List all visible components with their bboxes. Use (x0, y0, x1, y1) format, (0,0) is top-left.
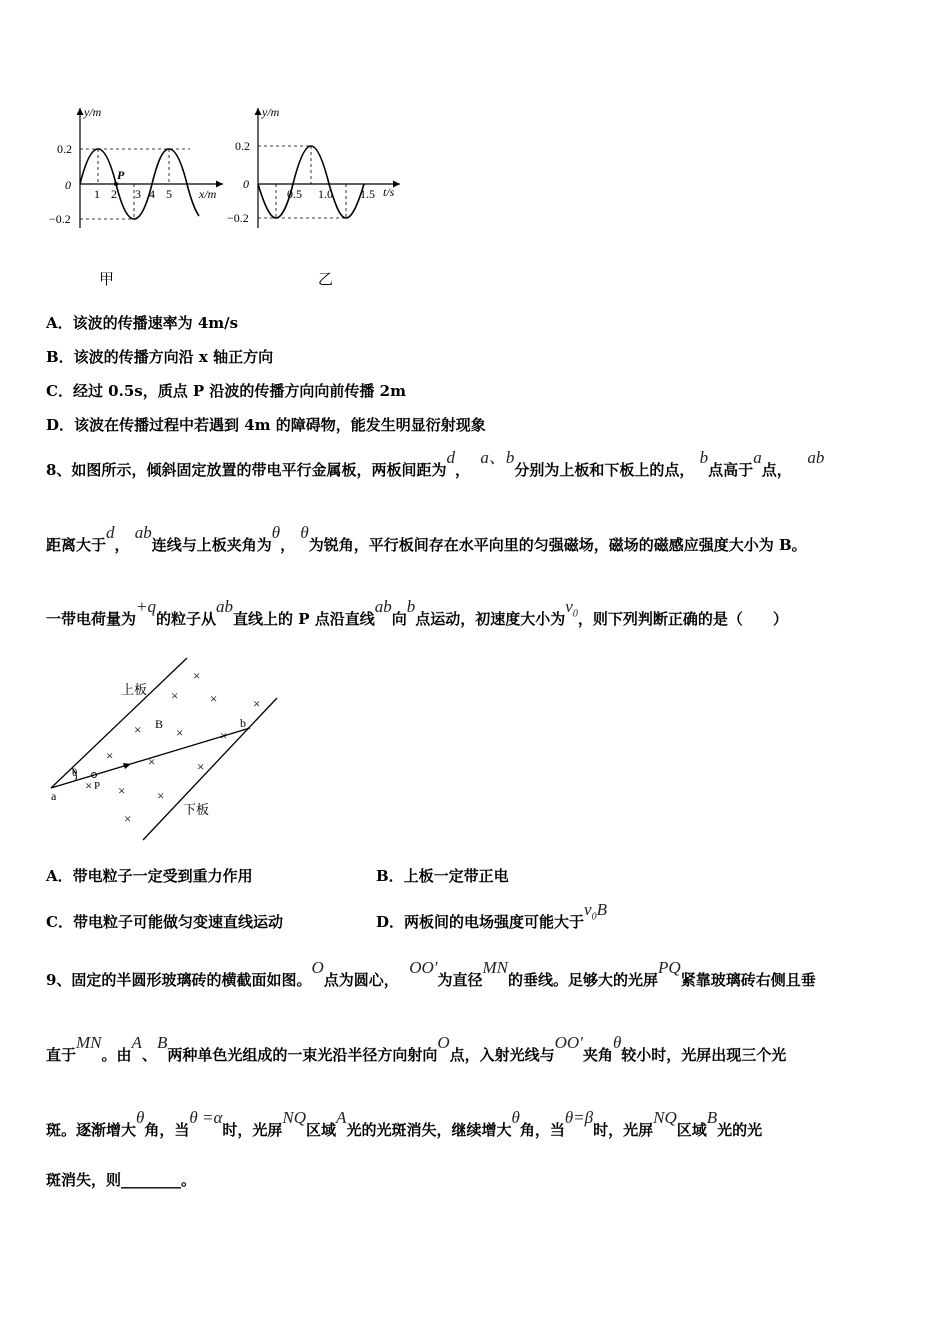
y-tick: 0.2 (235, 139, 250, 153)
q8-option-a[interactable]: A．带电粒子一定受到重力作用 (46, 867, 253, 885)
q8-stem-line3: 一带电荷量为+q的粒子从ab直线上的 P 点沿直线ab向b点运动，初速度大小为$v_0$，则下列判断正确的是（ ） (46, 597, 788, 628)
theta-label: θ (72, 767, 78, 779)
field-cross: × (106, 748, 114, 763)
q8-stem-line2: 距离大于d， ab连线与上板夹角为θ， θ为锐角，平行板间存在水平向里的匀强磁场，磁场的磁感应强度大小为 B。 (46, 523, 807, 554)
y-axis-label: y/m (84, 105, 102, 119)
q8-option-c[interactable]: C．带电粒子可能做匀变速直线运动 (46, 913, 283, 931)
x-tick: 4 (149, 187, 155, 201)
point-a-label: a (51, 789, 57, 803)
x-tick: 0.5 (287, 187, 302, 201)
y-axis-label: y/m (262, 105, 280, 119)
x-tick: 1.0 (318, 187, 333, 201)
q8-option-b[interactable]: B．上板一定带正电 (376, 867, 509, 885)
q7-option-c[interactable]: C．经过 0.5s，质点 P 沿波的传播方向向前传播 2m (46, 382, 406, 400)
lower-plate-label: 下板 (183, 802, 210, 817)
field-cross: × (118, 783, 126, 798)
field-cross: × (85, 778, 93, 793)
field-cross: × (176, 725, 184, 740)
field-cross: × (134, 722, 142, 737)
q9-stem-line4: 斑消失，则________。 (46, 1171, 197, 1189)
q9-stem-line2: 直于MN。由A、B两种单色光组成的一束光沿半径方向射向O点，入射光线与OO′夹角θ较小时，光屏出现三个光 (46, 1033, 787, 1064)
lower-plate (143, 698, 277, 840)
upper-plate-label: 上板 (121, 682, 148, 697)
y-tick: 0 (65, 178, 71, 192)
x-axis-label: x/m (199, 187, 217, 201)
magnetic-field-crosses (85, 668, 260, 826)
x-tick: 1 (94, 187, 100, 201)
y-tick: 0 (243, 177, 249, 191)
wave-graph-jia (45, 100, 230, 235)
field-cross: × (253, 696, 261, 711)
field-cross: × (157, 788, 165, 803)
q7-option-a[interactable]: A．该波的传播速率为 4m/s (46, 314, 239, 332)
q7-option-b[interactable]: B．该波的传播方向沿 x 轴正方向 (46, 348, 274, 366)
x-axis-label: t/s (383, 185, 395, 199)
field-b-label: B (155, 717, 164, 731)
field-cross: × (210, 691, 218, 706)
q8-stem-line1: 8、如图所示，倾斜固定放置的带电平行金属板，两板间距为d， a、b分别为上板和下板上的点， b点高于a点， ab (46, 448, 825, 479)
parallel-plates-figure (45, 650, 285, 845)
field-cross: × (193, 668, 201, 683)
wave-graph-yi (225, 100, 410, 235)
y-tick: −0.2 (49, 212, 71, 226)
point-p-label: P (117, 168, 125, 182)
point-p (114, 182, 118, 186)
y-tick: 0.2 (57, 142, 72, 156)
field-cross: × (171, 688, 179, 703)
q9-stem-line1: 9、固定的半圆形玻璃砖的横截面如图。O点为圆心， OO′为直径MN的垂线。足够大的光屏PQ紧靠玻璃砖右侧且垂 (46, 958, 816, 989)
point-p-label: P (94, 780, 101, 792)
figure-jia-caption: 甲 (99, 270, 115, 288)
x-tick: 2 (111, 187, 117, 201)
q8-option-d[interactable]: D．两板间的电场强度可能大于$v_0B$ (376, 900, 607, 931)
x-tick: 3 (135, 187, 141, 201)
point-b-label: b (240, 716, 246, 730)
q9-stem-line3: 斑。逐渐增大θ角，当θ =α时，光屏NQ区域A光的光斑消失，继续增大θ角，当θ=β时，光屏NQ区域B光的光 (46, 1108, 763, 1139)
y-tick: −0.2 (227, 211, 249, 225)
field-cross: × (197, 759, 205, 774)
q7-option-d[interactable]: D．该波在传播过程中若遇到 4m 的障碍物，能发生明显衍射现象 (46, 416, 486, 434)
field-cross: × (220, 728, 228, 743)
velocity-arrow (123, 763, 131, 769)
figure-yi-caption: 乙 (318, 270, 334, 288)
x-tick: 5 (166, 187, 172, 201)
x-tick: 1.5 (360, 187, 375, 201)
field-cross: × (148, 754, 156, 769)
field-cross: × (124, 811, 132, 826)
